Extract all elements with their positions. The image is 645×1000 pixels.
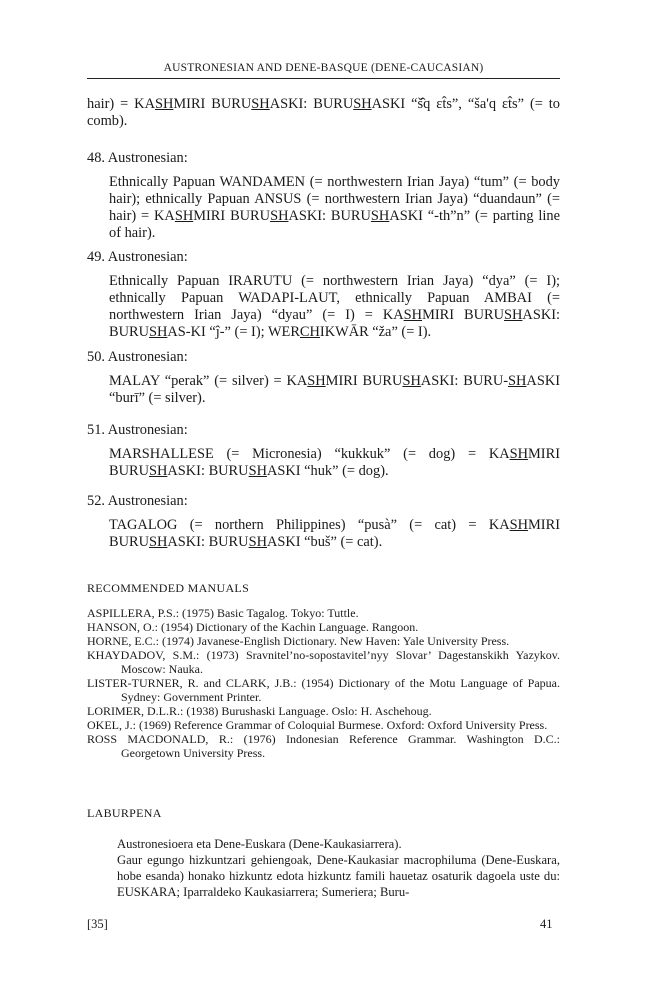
- reference-item: ASPILLERA, P.S.: (1975) Basic Tagalog. Tokyo: Tuttle.: [87, 606, 359, 620]
- entry-48-label: 48. Austronesian:: [87, 150, 188, 166]
- entry-51-text: MARSHALLESE (= Micronesia) “kukkuk” (= dog) = KASHMIRI BURUSHASKI: BURUSHASKI “huk” (= dog).: [109, 446, 560, 479]
- reference-item: OKEL, J.: (1969) Reference Grammar of Coloquial Burmese. Oxford: Oxford University Press.: [87, 718, 548, 732]
- page-number: 41: [540, 917, 553, 931]
- running-header: AUSTRONESIAN AND DENE-BASQUE (DENE-CAUCASIAN): [87, 62, 560, 79]
- reference-item: LISTER-TURNER, R. and CLARK, J.B.: (1954) Dictionary of the Motu Language of Papua. Sydney: Government Printer.: [87, 676, 560, 704]
- reference-item: HORNE, E.C.: (1974) Javanese-English Dictionary. New Haven: Yale University Press.: [87, 634, 510, 648]
- entry-49-label: 49. Austronesian:: [87, 249, 188, 265]
- entry-47-continuation: hair) = KASHMIRI BURUSHASKI: BURUSHASKI “š̂q ɛt̂s”, “ša'q ɛt̂s” (= to comb).: [87, 96, 560, 129]
- entry-52-label: 52. Austronesian:: [87, 493, 188, 509]
- reference-item: ROSS MACDONALD, R.: (1976) Indonesian Reference Grammar. Washington D.C.: Georgetown University Press.: [87, 732, 560, 760]
- entry-49-text: Ethnically Papuan IRARUTU (= northwestern Irian Jaya) “dya” (= I); ethnically Papuan WADAPI-LAUT, ethnically Papuan AMBAI (= northwestern Irian Jaya) “dyau” (= I) = KASHMIRI BURUSHASKI: BURUSHAS-KI “ĵ-” (= I); WERCHIKWĀR “ža” (= I).: [109, 273, 561, 340]
- entry-48-text: Ethnically Papuan WANDAMEN (= northwestern Irian Jaya) “tum” (= body hair); ethnically Papuan ANSUS (= northwestern Irian Jaya) “duandaun” (= hair) = KASHMIRI BURUSHASKI: BURUSHASKI “-th”n” (= parting line of hair).: [109, 174, 560, 241]
- entry-52-text: TAGALOG (= northern Philippines) “pusà” (= cat) = KASHMIRI BURUSHASKI: BURUSHASKI “buš” (= cat).: [109, 517, 560, 550]
- entry-51-label: 51. Austronesian:: [87, 422, 188, 438]
- entry-50-text: MALAY “perak” (= silver) = KASHMIRI BURUSHASKI: BURU-SHASKI “burī” (= silver).: [109, 373, 561, 406]
- entry-50-label: 50. Austronesian:: [87, 349, 188, 365]
- reference-item: KHAYDADOV, S.M.: (1973) Sravnitel’no-sopostavitel’nyy Slovar’ Dagestanskikh Yazykov. Moscow: Nauka.: [87, 648, 560, 676]
- laburpena-heading: LABURPENA: [87, 806, 162, 820]
- reference-item: HANSON, O.: (1954) Dictionary of the Kachin Language. Rangoon.: [87, 620, 419, 634]
- laburpena-body: [117, 836, 560, 900]
- laburpena-title: Austronesioera eta Dene-Euskara (Dene-Kaukasiarrera).: [117, 837, 402, 851]
- page-marker-left: [35]: [87, 917, 108, 931]
- manuals-list: [87, 606, 560, 760]
- reference-item: LORIMER, D.L.R.: (1938) Burushaski Language. Oslo: H. Aschehoug.: [87, 704, 432, 718]
- laburpena-paragraph: Gaur egungo hizkuntzari gehiengoak, Dene-Kaukasiar macrophiluma (Dene-Euskara, hobe esanda) honako hizkuntz edota hizkuntz famili hauetaz osaturik dagoela uste du: EUSKARA; Iparraldeko Kaukasiarrera; Sumeriera; Buru-: [117, 853, 560, 899]
- manuals-heading: RECOMMENDED MANUALS: [87, 581, 250, 595]
